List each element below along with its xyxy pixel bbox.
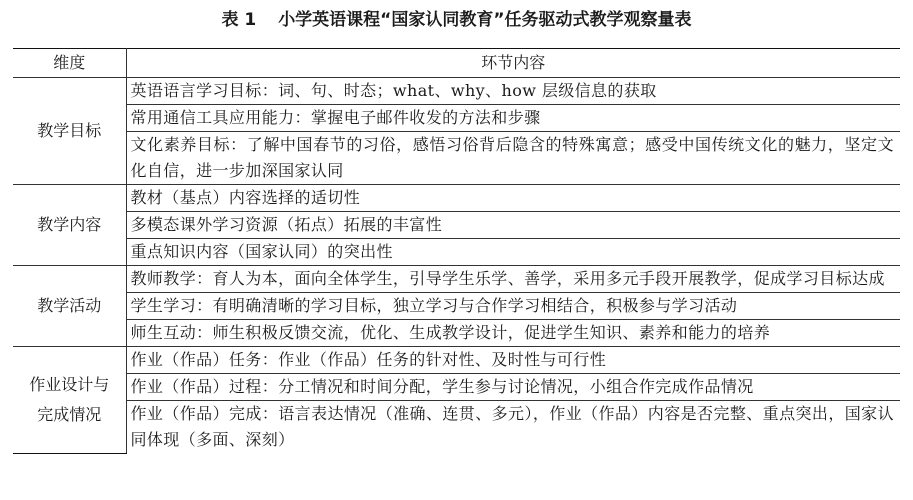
item-content-key-knowledge: 重点知识内容（国家认同）的突出性	[126, 239, 900, 266]
item-activity-teacher: 教师教学：育人为本，面向全体学生，引导学生乐学、善学，采用多元手段开展教学，促成学习目标达成	[126, 266, 900, 293]
table-row	[13, 78, 900, 105]
table-row	[13, 212, 900, 239]
table-title: 小学英语课程“国家认同教育”任务驱动式教学观察量表	[278, 10, 692, 30]
table-header-row	[13, 49, 900, 78]
item-homework-completion: 作业（作品）完成：语言表达情况（准确、连贯、多元），作业（作品）内容是否完整、重点突出，国家认同体现（多面、深刻）	[130, 404, 894, 449]
dimension-homework-line2: 完成情况	[37, 404, 102, 424]
dimension-teaching-content: 教学内容	[13, 185, 126, 266]
header-content: 环节内容	[126, 49, 900, 78]
header-dimension: 维度	[13, 49, 126, 78]
item-goal-language: 英语语言学习目标：词、句、时态；what、why、how 层级信息的获取	[126, 78, 900, 105]
dimension-teaching-activities: 教学活动	[13, 266, 126, 347]
table-row	[13, 132, 900, 185]
item-content-resources: 多模态课外学习资源（拓点）拓展的丰富性	[126, 212, 900, 239]
table-row	[13, 374, 900, 401]
table-row	[13, 401, 900, 454]
item-goal-communication: 常用通信工具应用能力：掌握电子邮件收发的方法和步骤	[126, 105, 900, 132]
table-row	[13, 239, 900, 266]
item-goal-culture: 文化素养目标：了解中国春节的习俗，感悟习俗背后隐含的特殊寓意；感受中国传统文化的魅力，坚定文化自信，进一步加深国家认同	[126, 132, 900, 185]
table-row	[13, 320, 900, 347]
table-row	[13, 185, 900, 212]
table-number: 表 1	[221, 10, 257, 30]
dimension-homework-line1: 作业设计与	[29, 374, 110, 394]
table-row	[13, 266, 900, 293]
item-content-textbook: 教材（基点）内容选择的适切性	[126, 185, 900, 212]
table-row	[13, 347, 900, 374]
dimension-teaching-goals: 教学目标	[13, 78, 126, 185]
item-activity-interaction: 师生互动：师生积极反馈交流，优化、生成教学设计，促进学生知识、素养和能力的培养	[126, 320, 900, 347]
observation-scale-table	[13, 48, 900, 454]
item-activity-student: 学生学习：有明确清晰的学习目标，独立学习与合作学习相结合，积极参与学习活动	[126, 293, 900, 320]
table-caption	[0, 8, 913, 32]
table-row	[13, 105, 900, 132]
dimension-homework	[13, 347, 126, 454]
item-homework-process: 作业（作品）过程：分工情况和时间分配，学生参与讨论情况，小组合作完成作品情况	[126, 374, 900, 401]
table-row	[13, 293, 900, 320]
item-homework-task: 作业（作品）任务：作业（作品）任务的针对性、及时性与可行性	[126, 347, 900, 374]
